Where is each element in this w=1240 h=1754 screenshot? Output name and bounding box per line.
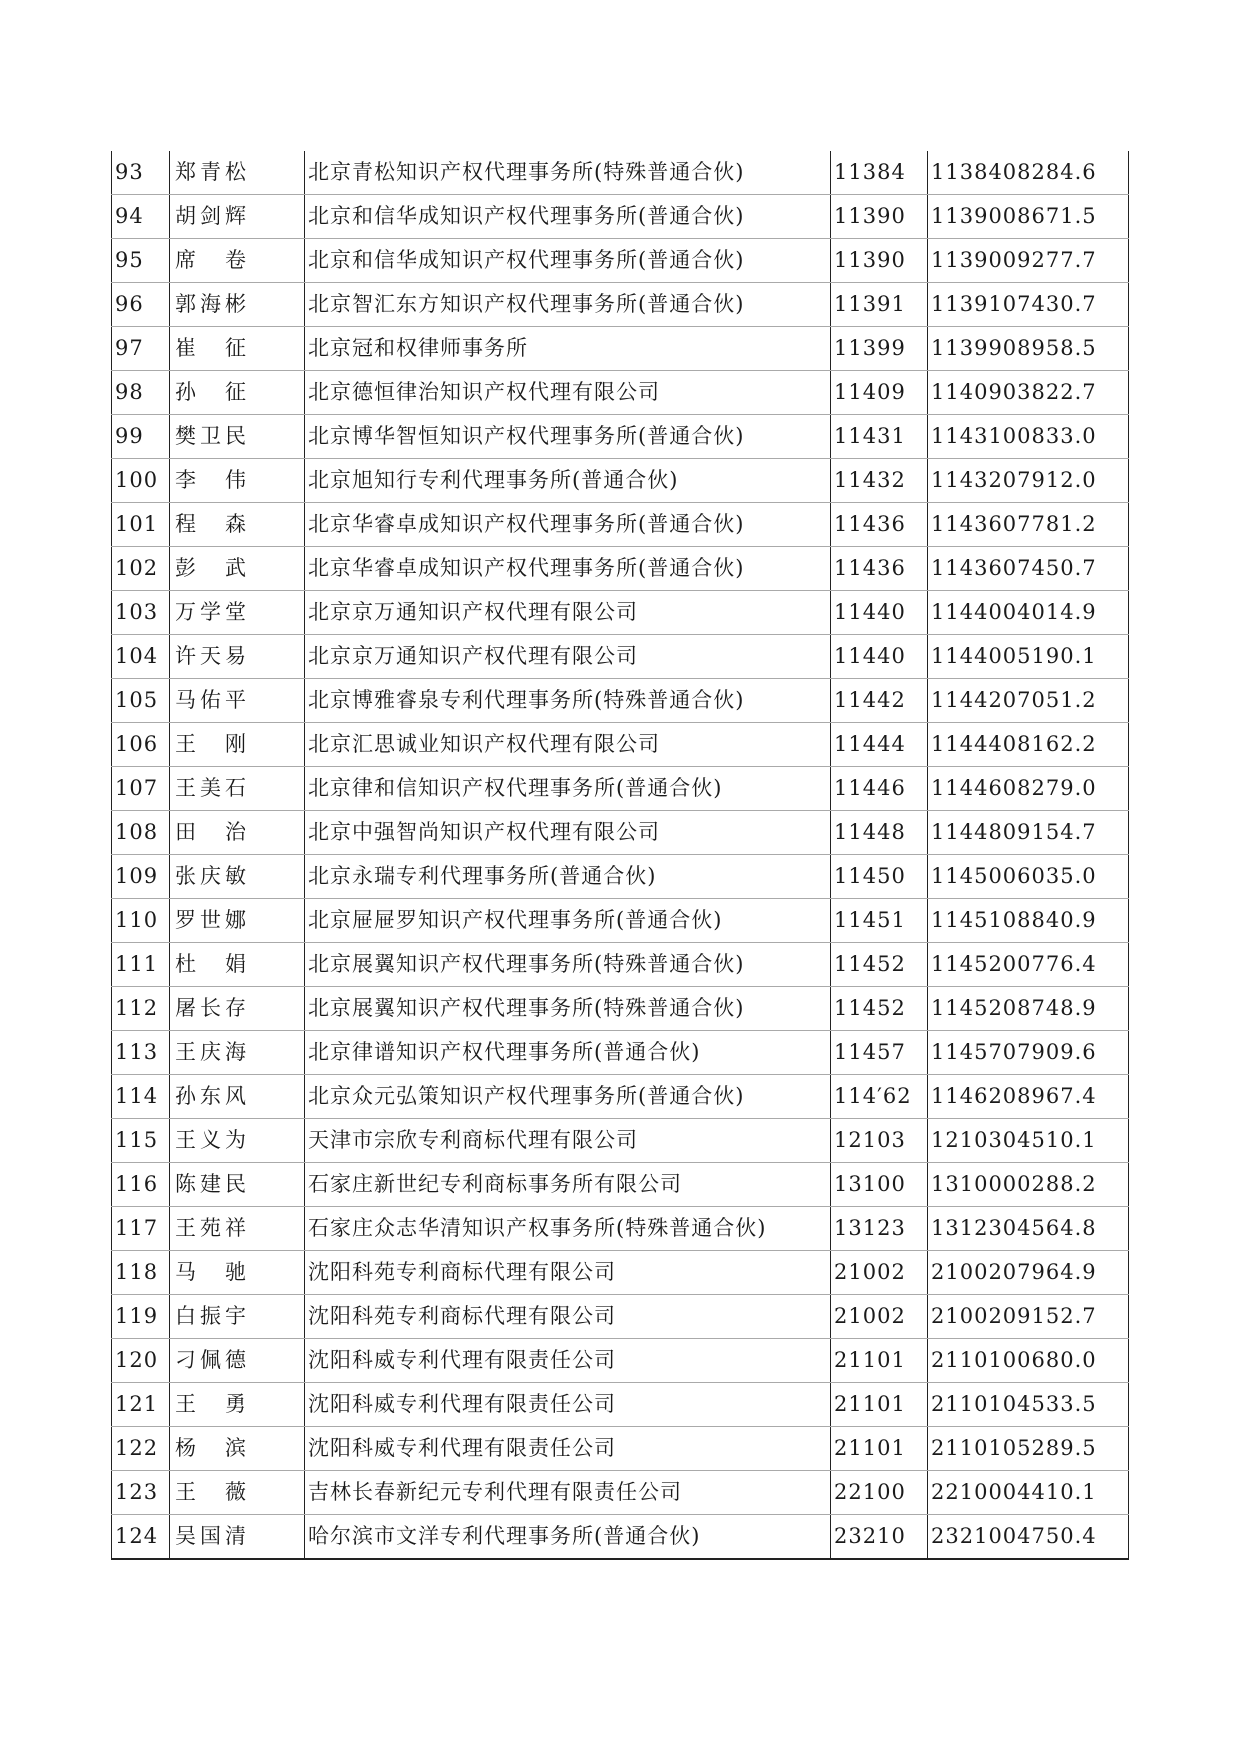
certificate-number-cell: 1210304510.1 xyxy=(928,1119,1129,1163)
agent-name-cell: 王 勇 xyxy=(170,1383,305,1427)
certificate-number-cell: 2110105289.5 xyxy=(928,1427,1129,1471)
table-row xyxy=(112,415,1129,459)
agency-code-cell: 11440 xyxy=(831,635,928,679)
certificate-number-cell: 2110104533.5 xyxy=(928,1383,1129,1427)
agency-code-cell: 21002 xyxy=(831,1295,928,1339)
agent-name-cell: 马 驰 xyxy=(170,1251,305,1295)
table-row xyxy=(112,1119,1129,1163)
agency-code-cell: 23210 xyxy=(831,1515,928,1560)
row-number-cell: 105 xyxy=(112,679,170,723)
agency-name-cell: 北京华睿卓成知识产权代理事务所(普通合伙) xyxy=(305,503,831,547)
agency-code-cell: 11399 xyxy=(831,327,928,371)
row-number-cell: 114 xyxy=(112,1075,170,1119)
agent-name-cell: 彭 武 xyxy=(170,547,305,591)
certificate-number-cell: 1139008671.5 xyxy=(928,195,1129,239)
agent-name-cell: 刁佩德 xyxy=(170,1339,305,1383)
agent-name-cell: 王 薇 xyxy=(170,1471,305,1515)
agency-name-cell: 沈阳科威专利代理有限责任公司 xyxy=(305,1427,831,1471)
row-number-cell: 104 xyxy=(112,635,170,679)
table-row xyxy=(112,1295,1129,1339)
table-row xyxy=(112,503,1129,547)
agency-code-cell: 11446 xyxy=(831,767,928,811)
agency-code-cell: 13100 xyxy=(831,1163,928,1207)
certificate-number-cell: 1145006035.0 xyxy=(928,855,1129,899)
agent-name-cell: 郭海彬 xyxy=(170,283,305,327)
agency-code-cell: 21101 xyxy=(831,1427,928,1471)
agency-name-cell: 哈尔滨市文洋专利代理事务所(普通合伙) xyxy=(305,1515,831,1560)
agent-name-cell: 王苑祥 xyxy=(170,1207,305,1251)
agency-name-cell: 沈阳科苑专利商标代理有限公司 xyxy=(305,1251,831,1295)
agency-name-cell: 北京展翼知识产权代理事务所(特殊普通合伙) xyxy=(305,943,831,987)
certificate-number-cell: 1145108840.9 xyxy=(928,899,1129,943)
certificate-number-cell: 1139009277.7 xyxy=(928,239,1129,283)
row-number-cell: 108 xyxy=(112,811,170,855)
agency-name-cell: 北京智汇东方知识产权代理事务所(普通合伙) xyxy=(305,283,831,327)
agent-name-cell: 白振宇 xyxy=(170,1295,305,1339)
row-number-cell: 112 xyxy=(112,987,170,1031)
agency-name-cell: 沈阳科威专利代理有限责任公司 xyxy=(305,1383,831,1427)
row-number-cell: 110 xyxy=(112,899,170,943)
agent-name-cell: 席 卷 xyxy=(170,239,305,283)
agency-code-cell: 21101 xyxy=(831,1339,928,1383)
agent-name-cell: 杨 滨 xyxy=(170,1427,305,1471)
row-number-cell: 107 xyxy=(112,767,170,811)
agency-name-cell: 北京中强智尚知识产权代理有限公司 xyxy=(305,811,831,855)
agency-code-cell: 21002 xyxy=(831,1251,928,1295)
certificate-number-cell: 1145208748.9 xyxy=(928,987,1129,1031)
agent-name-cell: 田 治 xyxy=(170,811,305,855)
table-row xyxy=(112,547,1129,591)
row-number-cell: 103 xyxy=(112,591,170,635)
agency-code-cell: 21101 xyxy=(831,1383,928,1427)
certificate-number-cell: 1139107430.7 xyxy=(928,283,1129,327)
row-number-cell: 97 xyxy=(112,327,170,371)
agency-name-cell: 北京律和信知识产权代理事务所(普通合伙) xyxy=(305,767,831,811)
agency-code-cell: 11442 xyxy=(831,679,928,723)
table-row xyxy=(112,1471,1129,1515)
row-number-cell: 120 xyxy=(112,1339,170,1383)
agency-code-cell: 11436 xyxy=(831,503,928,547)
agency-code-cell: 22100 xyxy=(831,1471,928,1515)
agent-name-cell: 许天易 xyxy=(170,635,305,679)
certificate-number-cell: 1138408284.6 xyxy=(928,151,1129,195)
roster-body xyxy=(112,151,1129,1559)
table-row xyxy=(112,371,1129,415)
agent-name-cell: 程 森 xyxy=(170,503,305,547)
agency-code-cell: 11444 xyxy=(831,723,928,767)
agent-roster-table xyxy=(111,151,1129,1560)
table-row xyxy=(112,943,1129,987)
agency-code-cell: 11451 xyxy=(831,899,928,943)
table-row xyxy=(112,1339,1129,1383)
agent-name-cell: 王美石 xyxy=(170,767,305,811)
certificate-number-cell: 1144207051.2 xyxy=(928,679,1129,723)
table-row xyxy=(112,151,1129,195)
agent-name-cell: 胡剑辉 xyxy=(170,195,305,239)
agent-name-cell: 孙东风 xyxy=(170,1075,305,1119)
table-row xyxy=(112,679,1129,723)
agency-code-cell: 11436 xyxy=(831,547,928,591)
agent-name-cell: 万学堂 xyxy=(170,591,305,635)
table-row xyxy=(112,1515,1129,1560)
row-number-cell: 93 xyxy=(112,151,170,195)
agency-code-cell: 11448 xyxy=(831,811,928,855)
table-row xyxy=(112,1163,1129,1207)
table-row xyxy=(112,1207,1129,1251)
row-number-cell: 124 xyxy=(112,1515,170,1560)
table-row xyxy=(112,767,1129,811)
agency-code-cell: 11431 xyxy=(831,415,928,459)
agency-name-cell: 北京德恒律治知识产权代理有限公司 xyxy=(305,371,831,415)
table-row xyxy=(112,1383,1129,1427)
certificate-number-cell: 1310000288.2 xyxy=(928,1163,1129,1207)
agency-code-cell: 11409 xyxy=(831,371,928,415)
agency-code-cell: 11390 xyxy=(831,195,928,239)
agent-name-cell: 罗世娜 xyxy=(170,899,305,943)
row-number-cell: 118 xyxy=(112,1251,170,1295)
row-number-cell: 117 xyxy=(112,1207,170,1251)
agent-name-cell: 杜 娟 xyxy=(170,943,305,987)
certificate-number-cell: 1144004014.9 xyxy=(928,591,1129,635)
agency-name-cell: 沈阳科威专利代理有限责任公司 xyxy=(305,1339,831,1383)
agency-name-cell: 北京屉屉罗知识产权代理事务所(普通合伙) xyxy=(305,899,831,943)
certificate-number-cell: 1145707909.6 xyxy=(928,1031,1129,1075)
certificate-number-cell: 1312304564.8 xyxy=(928,1207,1129,1251)
row-number-cell: 102 xyxy=(112,547,170,591)
certificate-number-cell: 1144005190.1 xyxy=(928,635,1129,679)
agency-code-cell: 11440 xyxy=(831,591,928,635)
table-row xyxy=(112,987,1129,1031)
table-row xyxy=(112,459,1129,503)
row-number-cell: 115 xyxy=(112,1119,170,1163)
table-row xyxy=(112,1075,1129,1119)
table-row xyxy=(112,239,1129,283)
row-number-cell: 100 xyxy=(112,459,170,503)
table-row xyxy=(112,283,1129,327)
agency-code-cell: 11457 xyxy=(831,1031,928,1075)
row-number-cell: 121 xyxy=(112,1383,170,1427)
agent-name-cell: 李 伟 xyxy=(170,459,305,503)
agency-code-cell: 11384 xyxy=(831,151,928,195)
agency-name-cell: 北京青松知识产权代理事务所(特殊普通合伙) xyxy=(305,151,831,195)
agency-code-cell: 114′62 xyxy=(831,1075,928,1119)
agency-name-cell: 北京和信华成知识产权代理事务所(普通合伙) xyxy=(305,239,831,283)
agency-code-cell: 11452 xyxy=(831,943,928,987)
row-number-cell: 113 xyxy=(112,1031,170,1075)
agency-code-cell: 11391 xyxy=(831,283,928,327)
row-number-cell: 95 xyxy=(112,239,170,283)
table-row xyxy=(112,811,1129,855)
certificate-number-cell: 1146208967.4 xyxy=(928,1075,1129,1119)
row-number-cell: 106 xyxy=(112,723,170,767)
row-number-cell: 109 xyxy=(112,855,170,899)
row-number-cell: 96 xyxy=(112,283,170,327)
table-row xyxy=(112,635,1129,679)
agent-name-cell: 王庆海 xyxy=(170,1031,305,1075)
certificate-number-cell: 1143607450.7 xyxy=(928,547,1129,591)
table-row xyxy=(112,195,1129,239)
table-row xyxy=(112,899,1129,943)
agent-name-cell: 马佑平 xyxy=(170,679,305,723)
agency-name-cell: 北京和信华成知识产权代理事务所(普通合伙) xyxy=(305,195,831,239)
certificate-number-cell: 2210004410.1 xyxy=(928,1471,1129,1515)
agency-name-cell: 北京京万通知识产权代理有限公司 xyxy=(305,591,831,635)
agent-name-cell: 樊卫民 xyxy=(170,415,305,459)
agency-code-cell: 11432 xyxy=(831,459,928,503)
row-number-cell: 111 xyxy=(112,943,170,987)
agent-name-cell: 张庆敏 xyxy=(170,855,305,899)
agency-name-cell: 北京京万通知识产权代理有限公司 xyxy=(305,635,831,679)
agency-name-cell: 北京旭知行专利代理事务所(普通合伙) xyxy=(305,459,831,503)
certificate-number-cell: 2321004750.4 xyxy=(928,1515,1129,1560)
table-row xyxy=(112,1031,1129,1075)
certificate-number-cell: 1140903822.7 xyxy=(928,371,1129,415)
certificate-number-cell: 1144408162.2 xyxy=(928,723,1129,767)
row-number-cell: 101 xyxy=(112,503,170,547)
agency-name-cell: 北京博雅睿泉专利代理事务所(特殊普通合伙) xyxy=(305,679,831,723)
agent-name-cell: 王 刚 xyxy=(170,723,305,767)
row-number-cell: 94 xyxy=(112,195,170,239)
agency-name-cell: 北京展翼知识产权代理事务所(特殊普通合伙) xyxy=(305,987,831,1031)
agent-name-cell: 王义为 xyxy=(170,1119,305,1163)
agent-name-cell: 崔 征 xyxy=(170,327,305,371)
table-row xyxy=(112,591,1129,635)
agency-name-cell: 北京冠和权律师事务所 xyxy=(305,327,831,371)
agency-code-cell: 12103 xyxy=(831,1119,928,1163)
row-number-cell: 116 xyxy=(112,1163,170,1207)
row-number-cell: 99 xyxy=(112,415,170,459)
agency-name-cell: 北京永瑞专利代理事务所(普通合伙) xyxy=(305,855,831,899)
agency-name-cell: 北京汇思诚业知识产权代理有限公司 xyxy=(305,723,831,767)
agent-name-cell: 吴国清 xyxy=(170,1515,305,1560)
agent-name-cell: 孙 征 xyxy=(170,371,305,415)
agency-name-cell: 天津市宗欣专利商标代理有限公司 xyxy=(305,1119,831,1163)
certificate-number-cell: 1143100833.0 xyxy=(928,415,1129,459)
certificate-number-cell: 1145200776.4 xyxy=(928,943,1129,987)
agency-code-cell: 13123 xyxy=(831,1207,928,1251)
agency-name-cell: 吉林长春新纪元专利代理有限责任公司 xyxy=(305,1471,831,1515)
certificate-number-cell: 1144608279.0 xyxy=(928,767,1129,811)
agency-name-cell: 北京博华智恒知识产权代理事务所(普通合伙) xyxy=(305,415,831,459)
table-row xyxy=(112,723,1129,767)
certificate-number-cell: 1144809154.7 xyxy=(928,811,1129,855)
certificate-number-cell: 1143607781.2 xyxy=(928,503,1129,547)
agency-code-cell: 11390 xyxy=(831,239,928,283)
agency-name-cell: 北京华睿卓成知识产权代理事务所(普通合伙) xyxy=(305,547,831,591)
row-number-cell: 98 xyxy=(112,371,170,415)
row-number-cell: 122 xyxy=(112,1427,170,1471)
agency-name-cell: 沈阳科苑专利商标代理有限公司 xyxy=(305,1295,831,1339)
agency-name-cell: 石家庄新世纪专利商标事务所有限公司 xyxy=(305,1163,831,1207)
table-row xyxy=(112,1251,1129,1295)
row-number-cell: 119 xyxy=(112,1295,170,1339)
agency-code-cell: 11450 xyxy=(831,855,928,899)
agency-name-cell: 北京律谱知识产权代理事务所(普通合伙) xyxy=(305,1031,831,1075)
agent-name-cell: 屠长存 xyxy=(170,987,305,1031)
certificate-number-cell: 2100207964.9 xyxy=(928,1251,1129,1295)
certificate-number-cell: 2110100680.0 xyxy=(928,1339,1129,1383)
agency-name-cell: 北京众元弘策知识产权代理事务所(普通合伙) xyxy=(305,1075,831,1119)
certificate-number-cell: 1139908958.5 xyxy=(928,327,1129,371)
certificate-number-cell: 1143207912.0 xyxy=(928,459,1129,503)
table-row xyxy=(112,855,1129,899)
agent-name-cell: 郑青松 xyxy=(170,151,305,195)
table-row xyxy=(112,327,1129,371)
agency-name-cell: 石家庄众志华清知识产权事务所(特殊普通合伙) xyxy=(305,1207,831,1251)
certificate-number-cell: 2100209152.7 xyxy=(928,1295,1129,1339)
agent-name-cell: 陈建民 xyxy=(170,1163,305,1207)
table-row xyxy=(112,1427,1129,1471)
agency-code-cell: 11452 xyxy=(831,987,928,1031)
row-number-cell: 123 xyxy=(112,1471,170,1515)
